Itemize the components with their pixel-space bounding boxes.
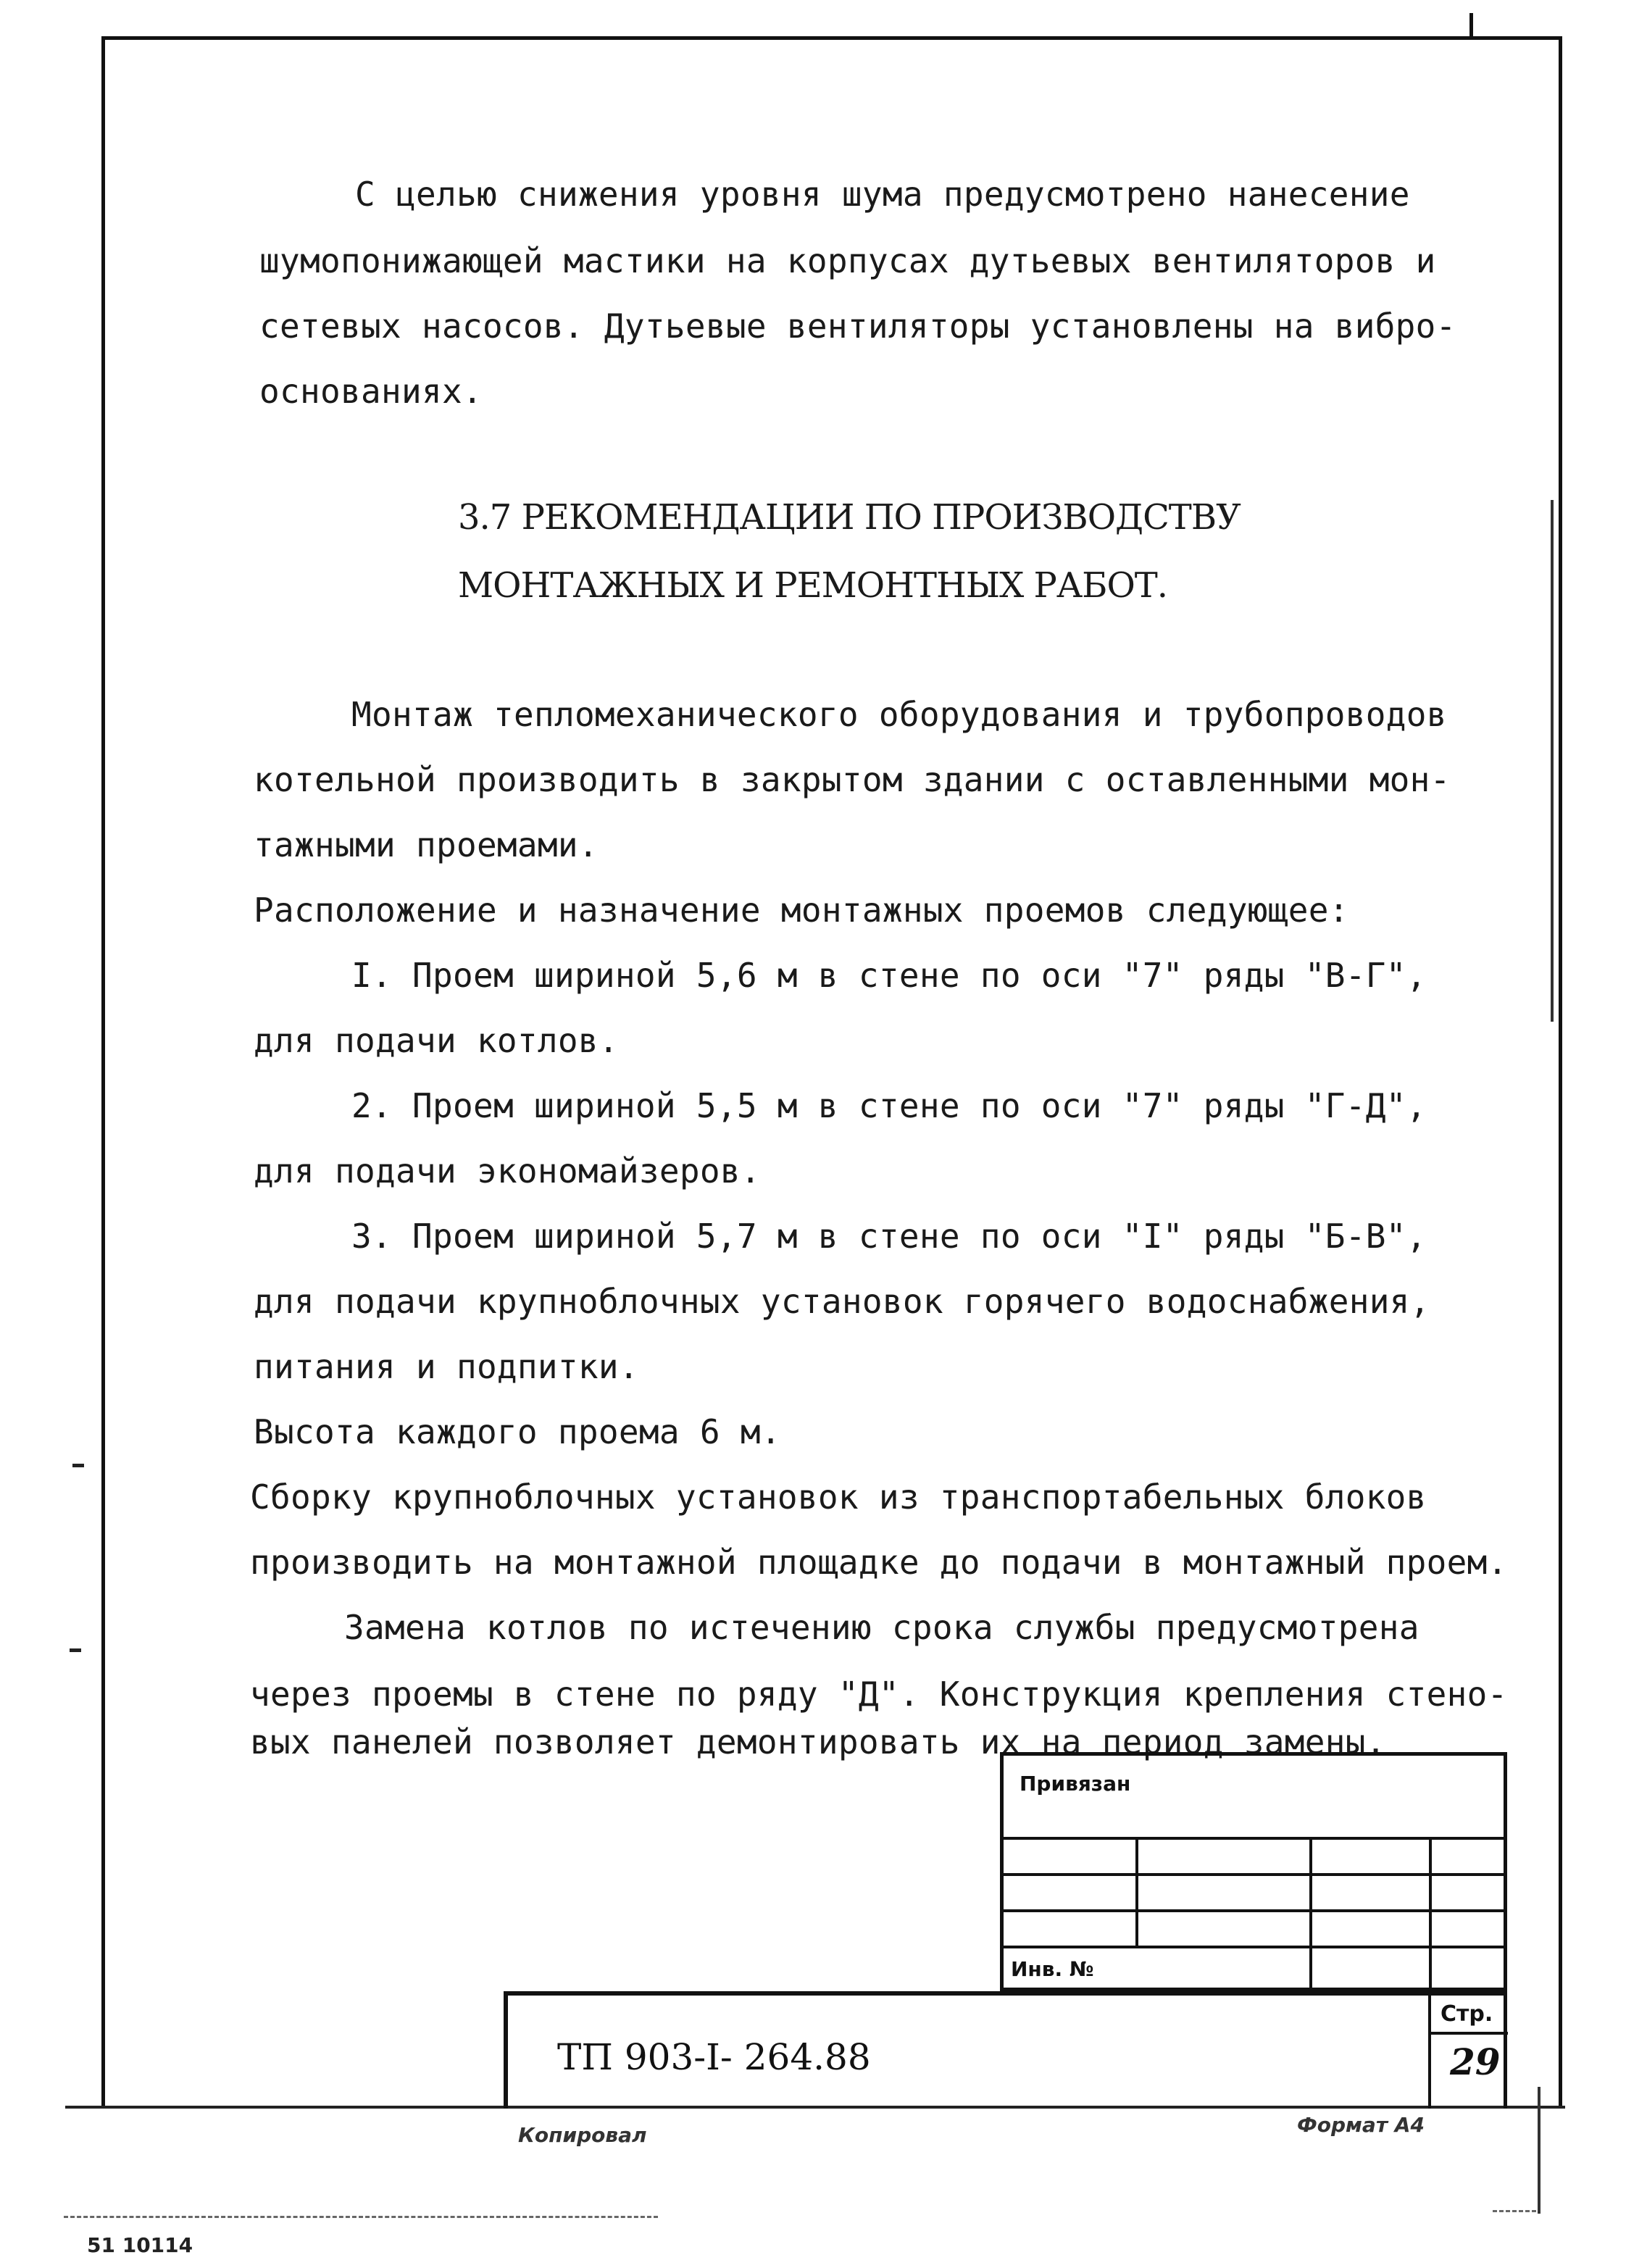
text-line: тажными проемами.: [254, 825, 599, 864]
bound-label: Привязан: [1020, 1772, 1131, 1796]
right-margin-mark: [1538, 2087, 1540, 2214]
text-line: I. Проем шириной 5,6 м в стене по оси "7" ряды "В-Г",: [351, 956, 1427, 995]
page-number: 29: [1450, 2040, 1501, 2083]
text-line: Монтаж тепломеханического оборудования и трубопроводов: [351, 695, 1447, 734]
dashed-rule: [64, 2216, 658, 2218]
text-line: Замена котлов по истечению срока службы предусмотрена: [344, 1608, 1419, 1647]
text-line: шумопонижающей мастики на корпусах дутьевых вентиляторов и: [259, 241, 1436, 280]
text-line: питания и подпитки.: [254, 1347, 639, 1386]
grid-line: [1428, 1996, 1431, 2109]
section-heading: МОНТАЖНЫХ И РЕМОНТНЫХ РАБОТ.: [458, 565, 1168, 606]
right-margin-mark: [1551, 500, 1554, 1022]
text-line: основаниях.: [259, 372, 483, 411]
page-label: Стр.: [1441, 2001, 1493, 2027]
text-line: через проемы в стене по ряду "Д". Конструкция крепления стено-: [250, 1675, 1508, 1714]
section-heading: 3.7 РЕКОМЕНДАЦИИ ПО ПРОИЗВОДСТВУ: [458, 497, 1241, 538]
text-line: Сборку крупноблочных установок из транспортабельных блоков: [250, 1477, 1427, 1517]
text-line: 3. Проем шириной 5,7 м в стене по оси "I" ряды "Б-В",: [351, 1217, 1427, 1256]
grid-line: [1309, 1837, 1312, 1991]
text-line: сетевых насосов. Дутьевые вентиляторы установлены на вибро-: [259, 307, 1456, 346]
text-line: для подачи крупноблочных установок горячего водоснабжения,: [254, 1282, 1430, 1321]
title-block-lower: [504, 1991, 1507, 2109]
text-line: для подачи котлов.: [254, 1021, 619, 1060]
dashed-rule: [1493, 2210, 1536, 2212]
title-block-upper: [1000, 1752, 1507, 1991]
text-line: котельной производить в закрытом здании с оставленными мон-: [254, 760, 1451, 799]
text-line: вых панелей позволяет демонтировать их на период замены.: [250, 1722, 1386, 1762]
left-margin-tick: [72, 1464, 84, 1467]
format-label: Формат А4: [1297, 2113, 1425, 2137]
grid-line: [1135, 1837, 1138, 1946]
text-line: производить на монтажной площадке до подачи в монтажный проем.: [250, 1543, 1508, 1582]
grid-line: [1428, 2032, 1508, 2035]
document-code: ТП 903-I- 264.88: [557, 2036, 871, 2078]
text-line: С целью снижения уровня шума предусмотрено нанесение: [355, 175, 1410, 214]
text-line: Высота каждого проема 6 м.: [254, 1412, 781, 1451]
copied-by-label: Копировал: [518, 2123, 647, 2147]
text-line: Расположение и назначение монтажных проемов следующее:: [254, 891, 1349, 930]
inventory-number-label: Инв. №: [1011, 1957, 1094, 1981]
text-line: для подачи экономайзеров.: [254, 1151, 761, 1191]
left-margin-tick: [70, 1648, 81, 1652]
grid-line: [1429, 1837, 1432, 1991]
sheet-corner-tick: [1469, 13, 1473, 39]
archive-number: 51 10114: [87, 2233, 193, 2257]
text-line: 2. Проем шириной 5,5 м в стене по оси "7" ряды "Г-Д",: [351, 1086, 1427, 1125]
